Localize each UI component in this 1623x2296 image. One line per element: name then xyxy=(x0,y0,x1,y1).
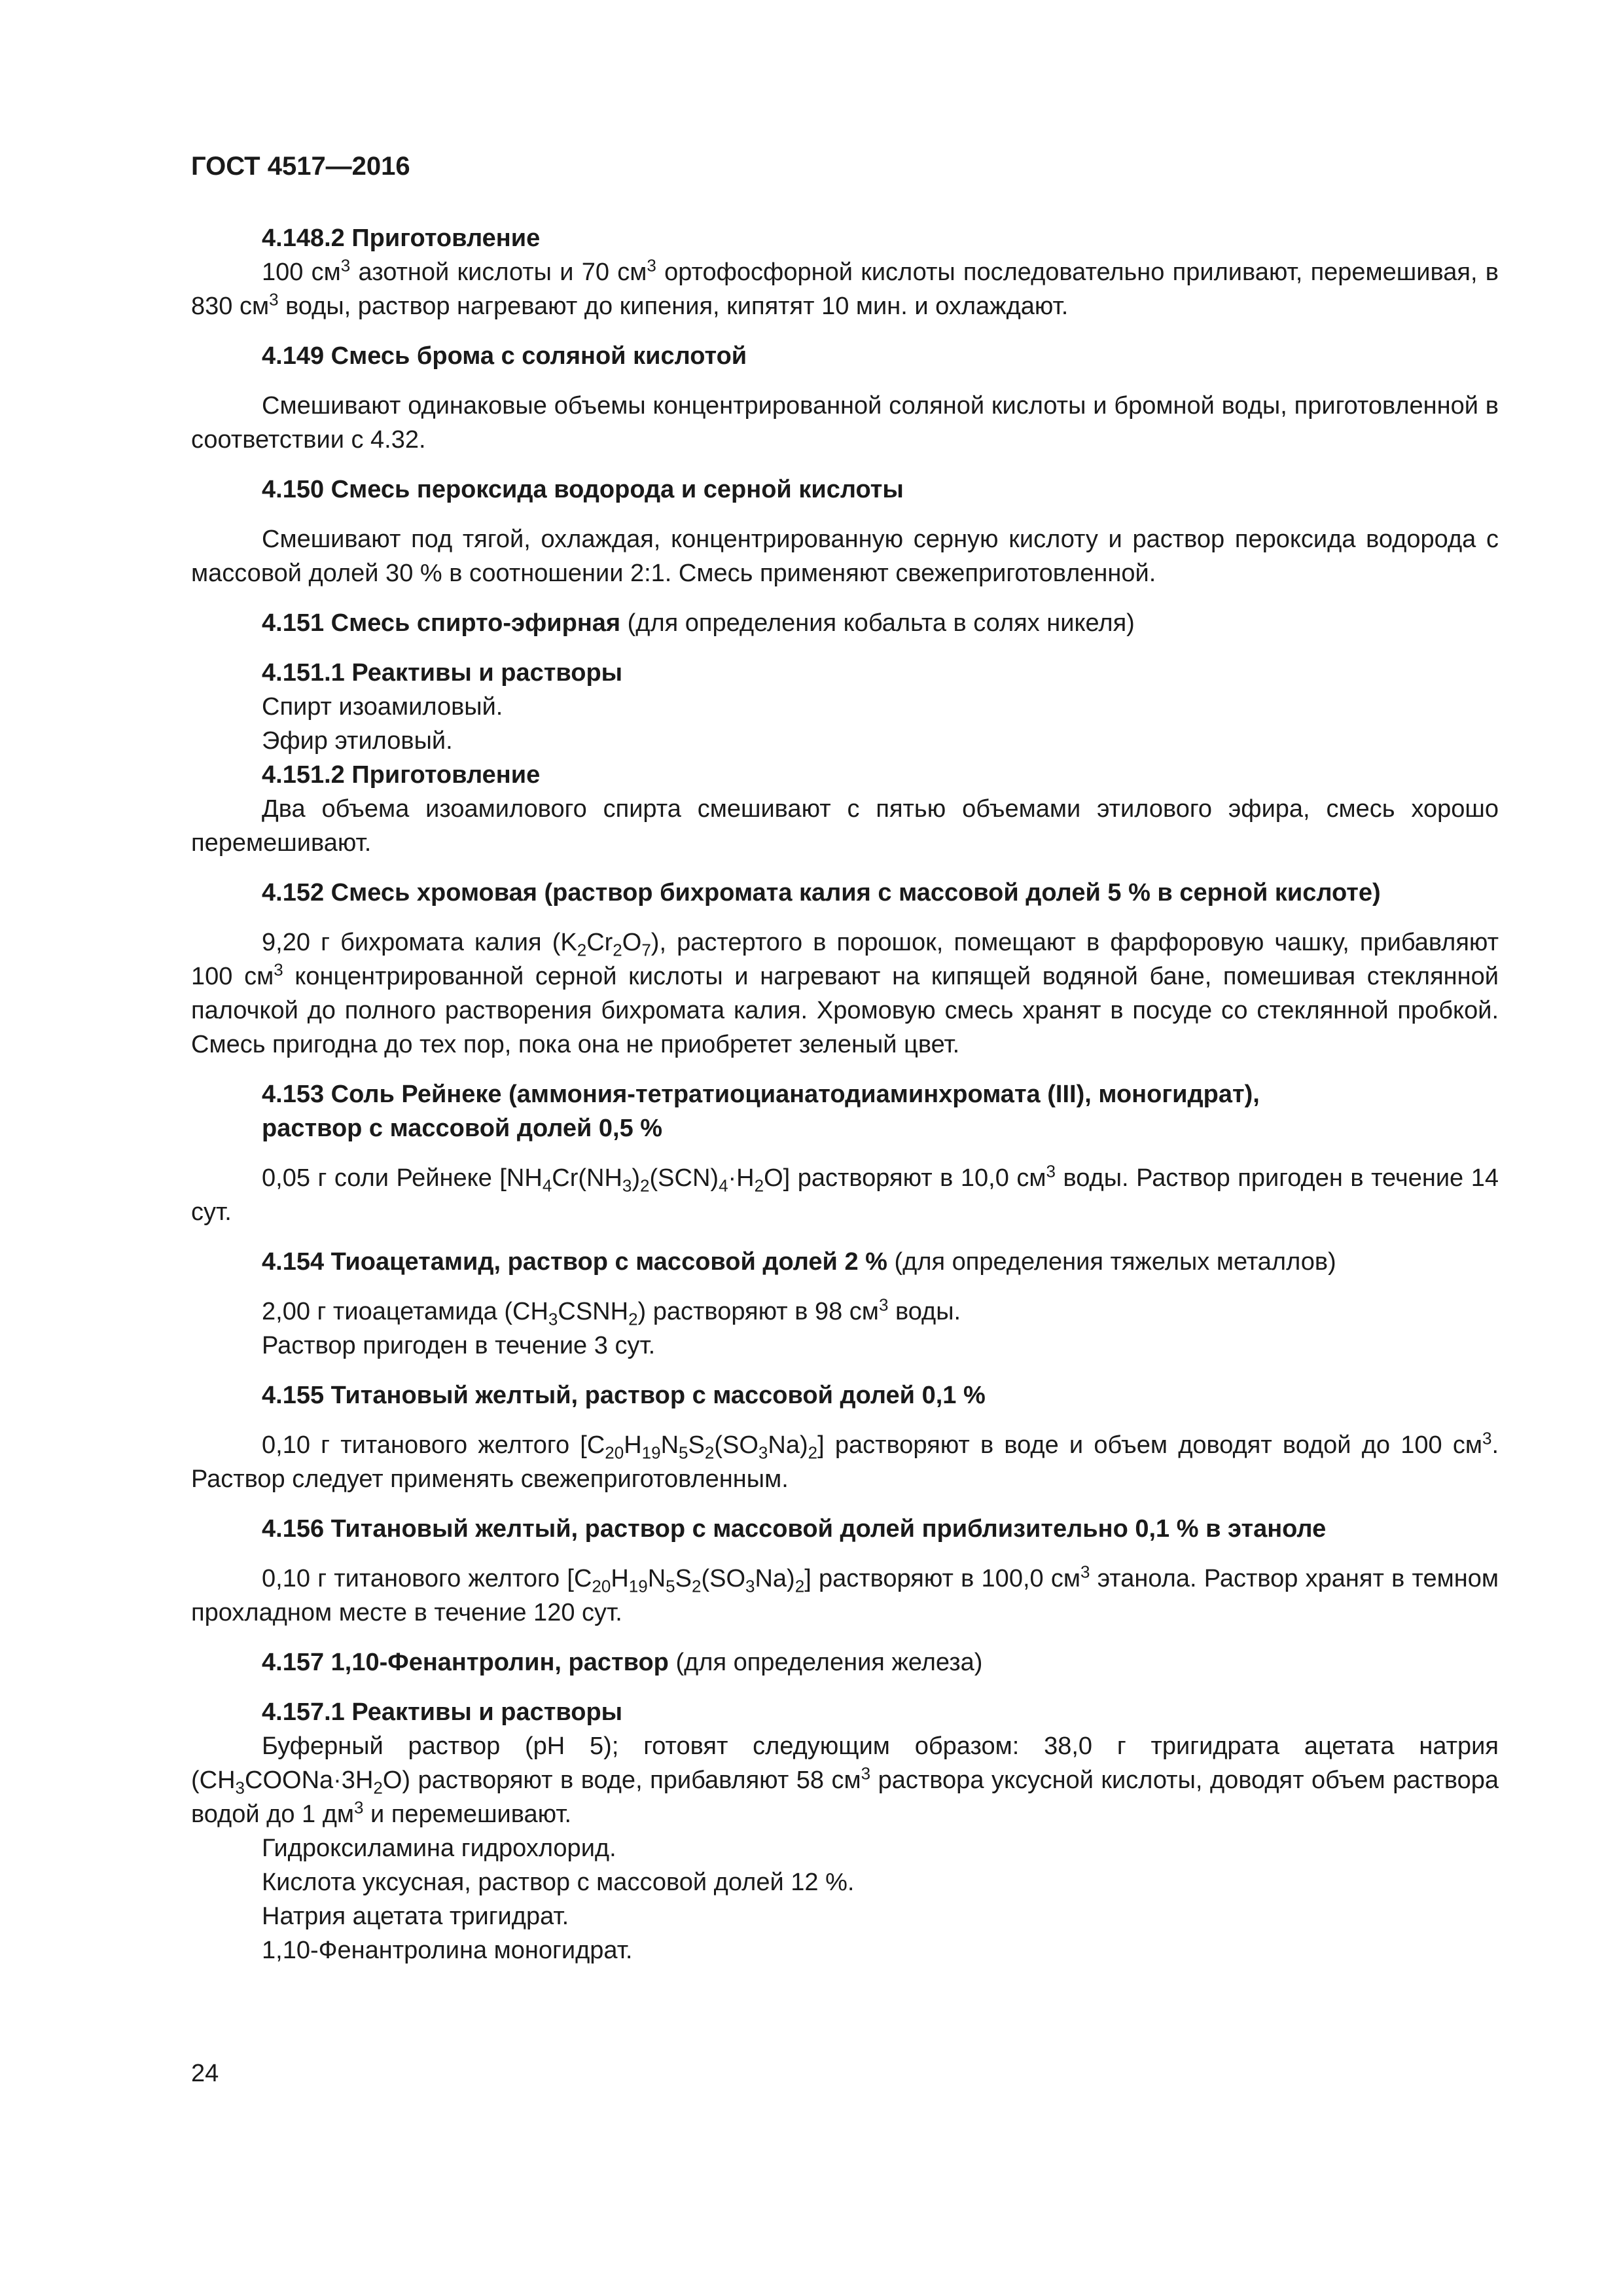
section-title-4-156: 4.156 Титановый желтый, раствор с массовой долей приблизительно 0,1 % в этаноле xyxy=(262,1515,1327,1543)
section-title-4-148-2: 4.148.2 Приготовление xyxy=(262,224,541,252)
list-item: Гидроксиламина гидрохлорид. xyxy=(262,1835,616,1862)
paragraph-4-154-line2: Раствор пригоден в течение 3 сут. xyxy=(262,1332,656,1359)
list-item: Эфир этиловый. xyxy=(262,727,453,755)
document-body xyxy=(191,221,1499,1967)
subsection-title-4-157-1: 4.157.1 Реактивы и растворы xyxy=(262,1698,623,1726)
paragraph-4-156: 0,10 г титанового желтого $[C_{20}H_{19}N_5S_2(SO_3Na)_2]$ растворяют в 100,0 $см^3$ этанола. Раствор хранят в темном прохладном месте в течение 120 сут. xyxy=(191,1562,1499,1626)
section-title-4-153: 4.153 Соль Рейнеке (аммония-тетратиоцианатодиаминхромата (III), моногидрат), xyxy=(262,1081,1260,1108)
paragraph-4-154: 2,00 г тиоацетамида $(CH_3CSNH_2)$ растворяют в 98 $см^3$ воды. xyxy=(262,1295,961,1329)
section-title-4-150: 4.150 Смесь пероксида водорода и серной кислоты xyxy=(262,476,904,503)
section-title-4-154: 4.154 Тиоацетамид, раствор с массовой долей 2 % (для определения тяжелых металлов) xyxy=(262,1248,1336,1276)
paragraph-4-150: Смешивают под тягой, охлаждая, концентрированную серную кислоту и раствор пероксида водорода с массовой долей 30 % в соотношении 2:1. Смесь применяют свежеприготовленной. xyxy=(191,526,1499,587)
section-title-4-149: 4.149 Смесь брома с соляной кислотой xyxy=(262,342,747,370)
section-title-4-157: 4.157 1,10-Фенантролин, раствор (для определения железа) xyxy=(262,1649,983,1676)
paragraph-4-149: Смешивают одинаковые объемы концентрированной соляной кислоты и бромной воды, приготовленной в соответствии с 4.32. xyxy=(191,392,1499,454)
paragraph-4-153: 0,05 г соли Рейнеке $[NH_4Cr(NH_3)_2(SCN)_4\cdot H_2O]$ растворяют в 10,0 $см^3$ воды. Раствор пригоден в течение 14 сут. xyxy=(191,1161,1499,1226)
section-title-4-153-cont: раствор с массовой долей 0,5 % xyxy=(262,1115,663,1142)
subsection-title-4-151-1: 4.151.1 Реактивы и растворы xyxy=(262,659,623,687)
list-item: Спирт изоамиловый. xyxy=(262,693,503,721)
list-item: Кислота уксусная, раствор с массовой долей 12 %. xyxy=(262,1869,855,1896)
list-item: Натрия ацетата тригидрат. xyxy=(262,1903,569,1930)
document-header: ГОСТ 4517—2016 xyxy=(191,152,410,181)
section-title-4-151: 4.151 Смесь спирто-эфирная (для определения кобальта в солях никеля) xyxy=(262,609,1135,637)
page-number: 24 xyxy=(191,2060,219,2087)
paragraph-4-148-2: 100 $см^3$ азотной кислоты и 70 $см^3$ ортофосфорной кислоты последовательно приливают, перемешивая, в 830 $см^3$ воды, раствор нагревают до кипения, кипятят 10 мин. и охлаждают. xyxy=(191,255,1499,320)
section-title-4-155: 4.155 Титановый желтый, раствор с массовой долей 0,1 % xyxy=(262,1382,986,1409)
section-title-4-152: 4.152 Смесь хромовая (раствор бихромата калия с массовой долей 5 % в серной кислоте) xyxy=(262,879,1381,906)
paragraph-4-152: 9,20 г бихромата калия $(K_2Cr_2O_7)$, растертого в порошок, помещают в фарфоровую чашку, прибавляют 100 $см^3$ концентрированной серной кислоты и нагревают на кипящей водяной бане, помешивая стеклянной палочкой до полного растворения бихромата калия. Хромовую смесь хранят в посуде со стеклянной пробкой. Смесь пригодна до тех пор, пока она не приобретет зеленый цвет. xyxy=(191,929,1499,1058)
paragraph-4-151-2: Два объема изоамилового спирта смешивают с пятью объемами этилового эфира, смесь хорошо перемешивают. xyxy=(191,795,1499,857)
paragraph-4-157-1: Буферный раствор (pH 5); готовят следующим образом: 38,0 г тригидрата ацетата натрия $(CH_3COONa\cdot 3H_2O)$ растворяют в воде, прибавляют 58 $см^3$ раствора уксусной кислоты, доводят объем раствора водой до 1 $дм^3$ и перемешивают. xyxy=(191,1732,1499,1828)
subsection-title-4-151-2: 4.151.2 Приготовление xyxy=(262,761,541,789)
list-item: 1,10-Фенантролина моногидрат. xyxy=(262,1937,633,1964)
paragraph-4-155: 0,10 г титанового желтого $[C_{20}H_{19}N_5S_2(SO_3Na)_2]$ растворяют в воде и объем доводят водой до 100 $см^3$. Раствор следует применять свежеприготовленным. xyxy=(191,1428,1499,1493)
